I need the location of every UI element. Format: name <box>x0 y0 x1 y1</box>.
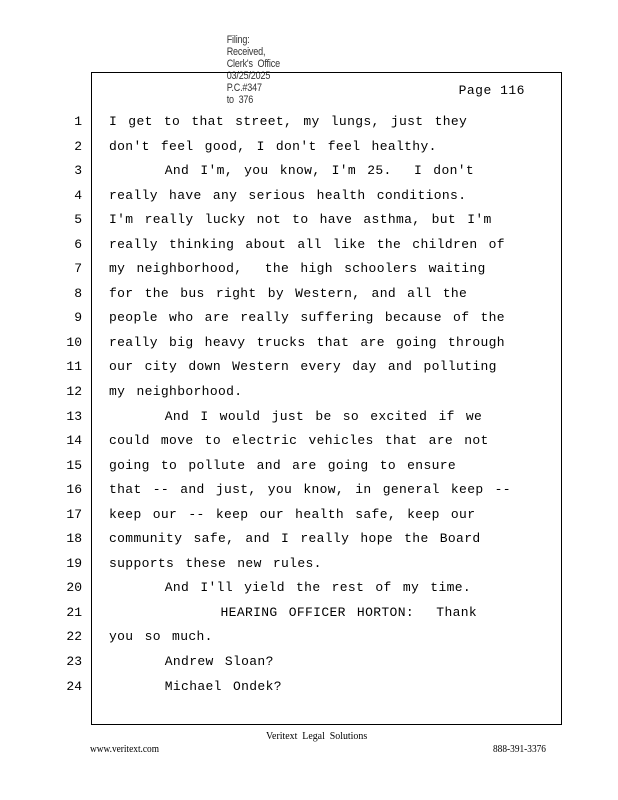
footer-phone: 888-391-3376 <box>493 743 546 755</box>
transcript-line <box>60 185 580 210</box>
line-number: 21 <box>66 604 82 620</box>
transcript-lines <box>60 111 580 700</box>
footer-company: Veritext Legal Solutions <box>266 730 368 742</box>
transcript-line <box>60 528 580 553</box>
clerk-office-label: Clerk's Office <box>226 58 280 70</box>
transcript-line <box>60 234 580 259</box>
transcript-line <box>60 356 580 381</box>
line-number: 3 <box>74 163 82 179</box>
line-number: 22 <box>66 629 82 645</box>
filing-date: 03/25/2025 <box>226 70 271 82</box>
transcript-line <box>60 455 580 480</box>
line-text: really thinking about all like the children of <box>109 236 505 252</box>
line-number: 1 <box>74 114 82 129</box>
page-number: Page 116 <box>458 83 525 98</box>
transcript-line <box>60 111 580 136</box>
line-text: my neighborhood, the high schoolers waiting <box>109 261 486 277</box>
line-number: 5 <box>74 212 82 228</box>
line-text: And I'm, you know, I'm 25. I don't <box>109 163 475 179</box>
line-text: I'm really lucky not to have asthma, but I'm <box>109 212 492 228</box>
line-text: HEARING OFFICER HORTON: Thank <box>109 604 478 620</box>
transcript-line <box>60 160 580 185</box>
transcript-line <box>60 577 580 602</box>
transcript-line <box>60 602 580 627</box>
line-text: And I'll yield the rest of my time. <box>109 580 472 596</box>
transcript-line <box>60 479 580 504</box>
line-number: 6 <box>74 236 82 252</box>
transcript-line <box>60 651 580 676</box>
line-number: 24 <box>66 678 82 694</box>
line-number: 14 <box>66 433 82 449</box>
transcript-line <box>60 283 580 308</box>
line-text: really have any serious health conditions. <box>109 187 467 203</box>
line-number: 20 <box>66 580 82 596</box>
line-text: our city down Western every day and polluting <box>109 359 497 375</box>
line-number: 2 <box>74 138 82 154</box>
line-text: supports these new rules. <box>109 555 322 571</box>
line-number: 13 <box>66 408 82 424</box>
transcript-line <box>60 332 580 357</box>
line-text: going to pollute and are going to ensure <box>109 457 457 473</box>
line-text: Michael Ondek? <box>109 678 282 694</box>
transcript-line <box>60 430 580 455</box>
line-text: keep our -- keep our health safe, keep our <box>109 506 476 522</box>
line-number: 16 <box>66 482 82 498</box>
line-number: 10 <box>66 334 82 350</box>
transcript-line <box>60 626 580 651</box>
line-text: Andrew Sloan? <box>109 654 274 670</box>
line-text: And I would just be so excited if we <box>109 408 483 424</box>
line-number: 8 <box>74 285 82 301</box>
line-text: don't feel good, I don't feel healthy. <box>109 138 437 154</box>
line-text: you so much. <box>109 629 213 645</box>
line-text: people who are really suffering because of the <box>109 310 505 326</box>
filing-label: Filing: <box>226 34 250 46</box>
line-text: community safe, and I really hope the Board <box>109 531 481 547</box>
received-label: Received, <box>226 46 266 58</box>
line-text: could move to electric vehicles that are not <box>109 433 489 449</box>
page-range: to 376 <box>226 94 254 106</box>
transcript-line <box>60 504 580 529</box>
line-number: 18 <box>66 531 82 547</box>
transcript-line <box>60 258 580 283</box>
pc-number: P.C.#347 <box>226 82 262 94</box>
line-text: my neighborhood. <box>109 384 243 400</box>
line-number: 19 <box>66 555 82 571</box>
line-number: 4 <box>74 187 82 203</box>
line-text: I get to that street, my lungs, just they <box>109 114 468 129</box>
line-number: 23 <box>66 654 82 670</box>
transcript-line <box>60 307 580 332</box>
line-text: really big heavy trucks that are going through <box>109 334 505 350</box>
transcript-line <box>60 209 580 234</box>
line-number: 15 <box>66 457 82 473</box>
line-number: 12 <box>66 384 82 400</box>
line-text: for the bus right by Western, and all the <box>109 285 468 301</box>
footer-website: www.veritext.com <box>90 743 159 755</box>
transcript-line <box>60 553 580 578</box>
line-number: 7 <box>74 261 82 277</box>
line-number: 9 <box>74 310 82 326</box>
line-number: 11 <box>66 359 82 375</box>
transcript-line <box>60 406 580 431</box>
transcript-line <box>60 676 580 701</box>
line-text: that -- and just, you know, in general keep -- <box>109 482 511 498</box>
transcript-line <box>60 381 580 406</box>
transcript-line <box>60 136 580 161</box>
line-number: 17 <box>66 506 82 522</box>
